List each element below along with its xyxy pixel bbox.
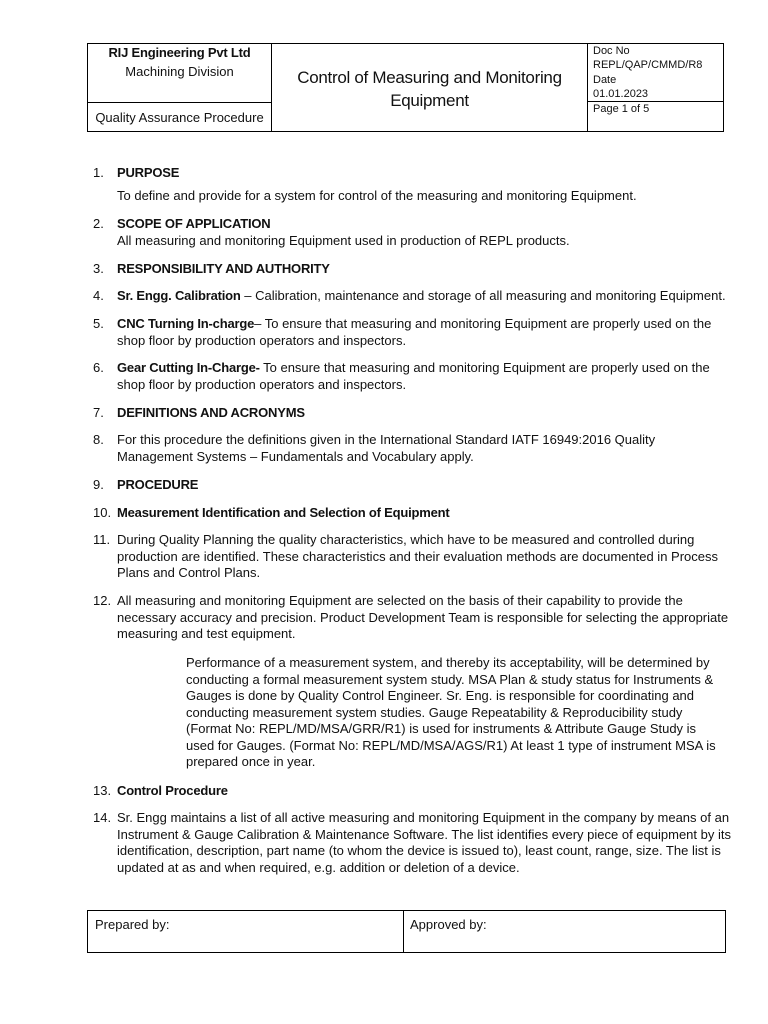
role-heading: Gear Cutting In-Charge- [117,360,260,375]
section-heading: SCOPE OF APPLICATION [117,216,271,231]
item-number: 10. [93,505,112,520]
role-text: To ensure that measuring and monitoring Equipment are properly used on the shop floor by production operators and inspectors. [117,360,710,392]
division-name: Machining Division [125,64,234,79]
section-heading: RESPONSIBILITY AND AUTHORITY [117,261,330,276]
doc-no-label: Doc No [593,45,630,57]
role-heading: CNC Turning In-charge [117,316,255,331]
list-item [93,593,733,643]
document-title: Control of Measuring and Monitoring Equipment [297,68,562,110]
item-number: 7. [93,405,104,420]
list-item [93,810,733,876]
footer-divider [403,911,404,952]
section-text: For this procedure the definitions given in the International Standard IATF 16949:2016 Quality Management Systems – Fundamentals and Vocabulary apply. [117,432,656,464]
document-header-table [87,43,724,132]
section-heading: DEFINITIONS AND ACRONYMS [117,405,305,420]
section-text: To define and provide for a system for control of the measuring and monitoring Equipment. [117,188,637,203]
header-divider [587,101,724,102]
item-number: 13. [93,783,112,798]
section-text: Sr. Engg maintains a list of all active measuring and monitoring Equipment in the company by means of an Instrument & Gauge Calibration & Maintenance Software. The list identifies every piece of equipment by its identification, description, part name (to whom the device is issued to), least count, range, size. The list is updated at as and when required, e.g. addition or deletion of a device. [117,810,731,875]
role-heading: Sr. Engg. Calibration [117,288,241,303]
header-divider [587,44,588,131]
role-text: – To ensure that measuring and monitoring Equipment are properly used on the shop floor by production operators and inspectors. [117,316,712,348]
section-heading: Measurement Identification and Selection of Equipment [117,505,450,520]
item-number: 11. [93,532,111,547]
list-item [93,532,733,582]
item-number: 2. [93,216,104,231]
section-text: During Quality Planning the quality characteristics, which have to be measured and controlled during production are identified. These characteristics and their evaluation methods are documented in Process Plans and Control Plans. [117,532,718,580]
date-label: Date [593,74,617,86]
page-number: Page 1 of 5 [593,103,650,115]
approved-by-label: Approved by: [410,917,487,932]
role-text: – Calibration, maintenance and storage of all measuring and monitoring Equipment. [240,288,726,303]
item-number: 5. [93,316,104,331]
procedure-type: Quality Assurance Procedure [95,110,264,125]
prepared-by-label: Prepared by: [95,917,170,932]
list-item [93,783,733,800]
doc-no-value: REPL/QAP/CMMD/R8 [593,59,703,71]
item-number: 4. [93,288,104,303]
list-item [93,233,733,250]
item-number: 9. [93,477,104,492]
list-item [93,261,733,278]
list-item [93,432,733,465]
section-text: All measuring and monitoring Equipment used in production of REPL products. [117,233,570,248]
list-item [93,188,733,205]
signature-table [87,910,726,953]
item-number: 14. [93,810,112,825]
section-text: All measuring and monitoring Equipment are selected on the basis of their capability to provide the necessary accuracy and precision. Product Development Team is responsible for selecting the appropriate measuring and test equipment. [117,593,729,641]
list-item [93,216,733,233]
list-item [93,288,733,305]
list-item [93,165,733,182]
header-divider [88,102,271,103]
list-item [93,505,733,522]
item-number: 12. [93,593,112,608]
section-heading: PURPOSE [117,165,180,180]
item-number: 3. [93,261,104,276]
list-item [93,477,733,494]
list-item [93,360,733,393]
company-name: RIJ Engineering Pvt Ltd [108,45,251,60]
date-value: 01.01.2023 [593,88,649,100]
list-item [93,405,733,422]
item-number: 6. [93,360,104,375]
item-number: 8. [93,432,104,447]
item-number: 1. [93,165,104,180]
list-item [93,316,733,349]
section-heading: PROCEDURE [117,477,199,492]
section-heading: Control Procedure [117,783,228,798]
msa-paragraph: Performance of a measurement system, and thereby its acceptability, will be determined by conducting a formal measurement system study. MSA Plan & study status for Instruments & Gauges is done by Quality Control Engineer. Sr. Eng. is responsible for coordinating and conducting measurement system studies. Gauge Repeatability & Reproducibility study (Format No: REPL/MD/MSA/GRR/R1) is used for instruments & Attribute Gauge Study is used for Gauges. (Format No: REPL/MD/MSA/AGS/R1) At least 1 type of instrument MSA is prepared once in year. [186,655,716,769]
